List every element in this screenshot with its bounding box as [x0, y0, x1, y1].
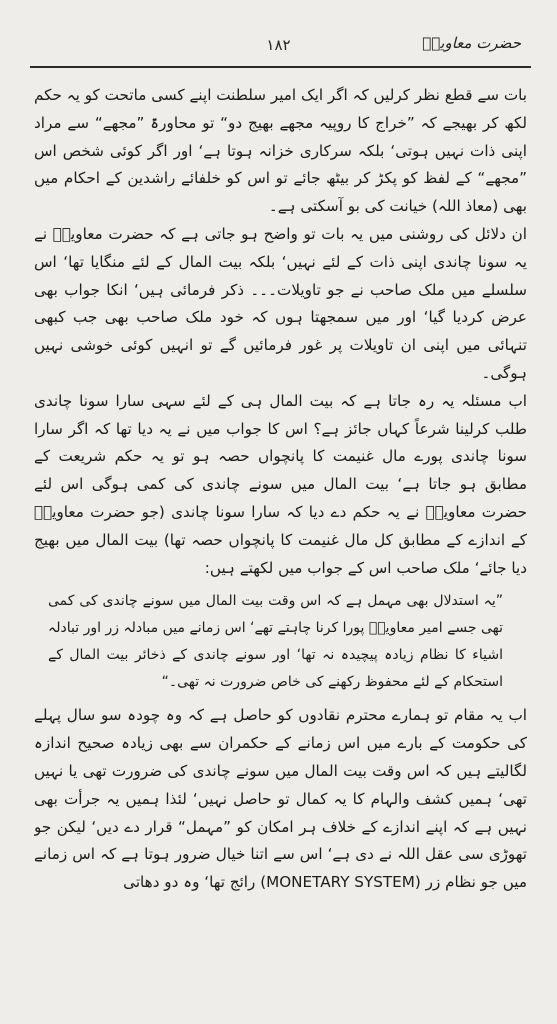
- paragraph: ان دلائل کی روشنی میں یہ بات تو واضح ہو جاتی ہے کہ حضرت معاویہؓ نے یہ سونا چاندی اپنی ذات کے لئے نہیں‘ بلکہ بیت المال کے لئے منگایا تھا‘ اس سلسلے میں ملک صاحب نے جو تاویلات۔۔۔ ذکر فرمائی ہیں‘ انکا جواب بھی عرض کردیا گیا‘ اور میں سمجھتا ہوں کہ خود ملک صاحب بھی جب کبھی تنہائی میں اپنی ان تاویلات پر غور فرمائیں گے تو انہیں کوئی خوشی نہیں ہوگی۔: [34, 224, 527, 382]
- page-header: [30, 28, 527, 66]
- paragraph: اب یہ مقام تو ہمارے محترم نقادوں کو حاصل ہے کہ وہ چودہ سو سال پہلے کی حکومت کے بارے میں اس زمانے کے حکمران سے بھی زیادہ صحیح اندازہ لگالیتے ہیں کہ اس وقت بیت المال میں سونے چاندی کی ضرورت تھی یا نہیں تھی‘ ہمیں کشف والہام کا یہ کمال تو حاصل نہیں‘ لئذا ہمیں یہ جرأت بھی نہیں ہے کہ اپنے اندازے کے خلاف ہر امکان کو ”مہمل“ قرار دے دیں‘ لیکن جو تھوڑی سی عقل اللہ نے دی ہے‘ اس سے اتنا خیال ضرور ہوتا ہے کہ اس زمانے میں جو نظام زر (MONETARY SYSTEM) رائج تھا‘ وہ دو دھاتی: [34, 706, 527, 892]
- body-text: [34, 82, 527, 1004]
- block-quote: ”یہ استدلال بھی مہمل ہے کہ اس وقت بیت المال میں سونے چاندی کی کمی تھی جسے امیر معاویہؓ پورا کرنا چاہتے تھے‘ اس زمانے میں مبادلہ زر اور تبادلہ اشیاء کا نظام زیادہ پیچیدہ نہ تھا‘ اور سونے چاندی کے ذخائر بیت المال کے استحکام کے لئے محفوظ رکھنے کی خاص ضرورت نہ تھی۔“: [48, 593, 503, 691]
- page-number: ۱۸۲: [266, 36, 291, 54]
- paragraph: اب مسئلہ یہ رہ جاتا ہے کہ بیت المال ہی کے لئے سہی سارا سونا چاندی طلب کرلینا شرعاً کہاں جائز ہے؟ اس کا جواب میں نے یہ دیا تھا کہ اگر سارا سونا چاندی پورے مال غنیمت کا پانچواں حصہ ہو تو یہ حکم شریعت کے مطابق ہو جاتا ہے‘ بیت المال میں سونے چاندی کی کمی ہوگی اس لئے حضرت معاویہؓ نے یہ حکم دے دیا کہ سارا سونا چاندی (جو حضرت معاویہؓ کے اندازے کے مطابق کل مال غنیمت کا پانچواں حصہ تھا) بیت المال میں بھیج دیا جائے‘ ملک صاحب اس کے جواب میں لکھتے ہیں:: [34, 391, 527, 577]
- running-head: حضرت معاویہؓ: [422, 34, 521, 52]
- header-rule: [30, 66, 531, 68]
- paragraph: بات سے قطع نظر کرلیں کہ اگر ایک امیر سلطنت اپنے کسی ماتحت کو یہ حکم لکھ کر بھیجے کہ ”خراج کا روپیہ مجھے بھیج دو“ تو محاورۃً ”مجھے“ سے مراد اپنی ذات نہیں ہوتی‘ بلکہ سرکاری خزانہ ہوتا ہے‘ اور اگر کوئی شخص اس ”مجھے“ کے لفظ کو پکڑ کر بیٹھ جائے تو اس کو خلفائے راشدین کے احکام میں بھی (معاذ اللہ) خیانت کی بو آسکتی ہے۔: [34, 86, 527, 216]
